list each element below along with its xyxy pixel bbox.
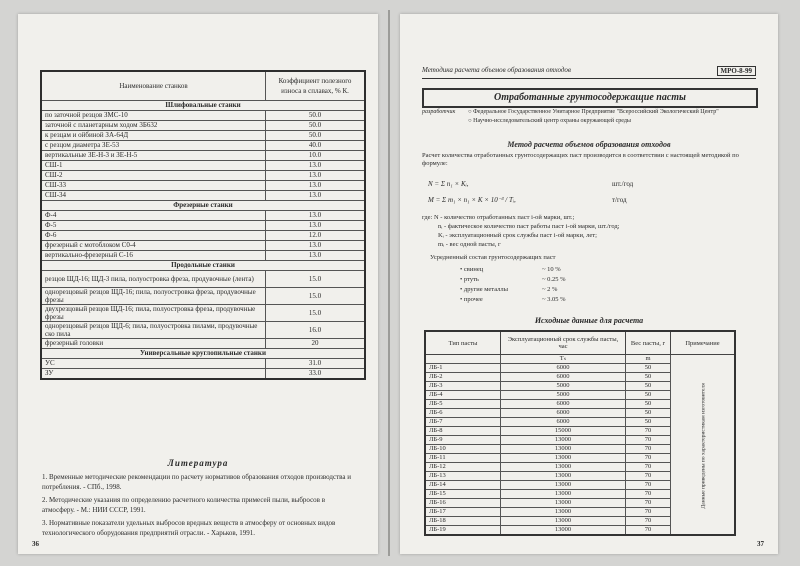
literature-item: 3. Нормативные показатели удельных выбросов вредных веществ в атмосферу от основных видов технологического оборудования предприятий отрасли. - Харьков, 1991. [42,519,336,537]
machine-name: фрезерный головки [41,339,266,349]
paste-weight: 50 [626,373,671,382]
paste-type: ЛБ-8 [425,427,501,436]
formula-1-unit: шт./год [612,180,634,188]
formula-1: N = Σ n₁ × Kᵢ, [428,180,469,188]
machine-name: вертикальные ЗЕ-Н-3 и ЗЕ-Н-5 [41,151,266,161]
service-life: 6000 [501,373,626,382]
paste-weight: 50 [626,364,671,373]
paste-weight: 70 [626,490,671,499]
section-label: Продольные станки [41,261,365,271]
service-life: 5000 [501,391,626,400]
composition-item: • другие металлы ~ 2 % [460,286,558,293]
paste-weight: 70 [626,499,671,508]
coefficient-value: 50.0 [266,121,366,131]
rt-header-note: Примечание [671,331,736,355]
coefficient-value: 13.0 [266,171,366,181]
table-row [41,111,365,121]
machine-name: однорезцовый резцов ЩД-16; пила, полуостровка фреза, продувочные фрезы [41,288,266,305]
left-page [18,14,378,554]
paste-type: ЛБ-18 [425,517,501,526]
table-note: Данные приведены по характеристикам изготовителя [671,355,736,536]
where-line: где: N - количество отработанных паст i-ой марки, шт.; [422,214,575,221]
table-row [41,305,365,322]
machine-name: заточной с планетарным ходом 3Б632 [41,121,266,131]
machine-name: Ф-4 [41,211,266,221]
machine-name: фрезерный с мотоблоком С0-4 [41,241,266,251]
input-data-title: Исходные данные для расчета [534,316,644,325]
section-label: Фрезерные станки [41,201,365,211]
table-row [41,141,365,151]
literature-item: 2. Методические указания по определению расчетного количества примесей пыли, выбросов в атмосферу. - М.: НИИ СССР, 1991. [42,496,326,514]
service-life: Tₛ [501,355,626,364]
paste-type [425,355,501,364]
paste-weight: 70 [626,526,671,536]
coefficient-value: 20 [266,339,366,349]
paste-type: ЛБ-2 [425,373,501,382]
paste-weight: 50 [626,418,671,427]
table-row [41,271,365,288]
table-row [41,241,365,251]
paste-type: ЛБ-7 [425,418,501,427]
table-row [41,191,365,201]
coefficient-value: 13.0 [266,181,366,191]
machine-name: с резцом диаметра ЗЕ-53 [41,141,266,151]
composition-item: • ртуть ~ 0.25 % [460,276,566,283]
machine-name: СШ-33 [41,181,266,191]
paste-type: ЛБ-13 [425,472,501,481]
composition-item: • прочее ~ 3.05 % [460,296,566,303]
developer-item: ○ Федеральное Государственное Унитарное Предприятие "Всероссийский Экологический Центр" [468,109,719,115]
paste-type: ЛБ-12 [425,463,501,472]
table-row [41,288,365,305]
section-label: Универсальные круглопильные станки [41,349,365,359]
method-title: Метод расчета объемов образования отходов [507,140,671,149]
right-page [400,14,778,554]
paste-weight: 50 [626,391,671,400]
machine-coefficient-table [40,70,366,380]
table-row [41,369,365,380]
paste-weight: 70 [626,508,671,517]
table-section-row [41,101,365,111]
paste-input-table [424,330,736,536]
rt-header-type: Тип пасты [425,331,501,355]
table-header-name: Наименование станков [41,71,266,101]
service-life: 13000 [501,454,626,463]
coefficient-value: 31.0 [266,359,366,369]
coefficient-value: 12.0 [266,231,366,241]
composition-item: • свинец ~ 10 % [460,266,561,273]
section-title-box: Отработанные грунтосодержащие пасты [422,88,758,108]
table-section-row [41,349,365,359]
table-section-row [41,261,365,271]
paste-weight: 50 [626,382,671,391]
paste-weight: m [626,355,671,364]
book-spine [388,10,390,556]
paste-weight: 70 [626,481,671,490]
coefficient-value: 15.0 [266,271,366,288]
machine-name: по заточной резцов ЗМС-10 [41,111,266,121]
intro-text: Расчет количества отработанных грунтосодержащих паст производится в соответствии с настоящей методикой по формуле: [422,152,739,167]
coefficient-value: 40.0 [266,141,366,151]
table-row [41,221,365,231]
paste-type: ЛБ-10 [425,445,501,454]
service-life: 13000 [501,445,626,454]
table-row [41,181,365,191]
service-life: 13000 [501,499,626,508]
coefficient-value: 13.0 [266,241,366,251]
table-row [41,131,365,141]
paste-type: ЛБ-3 [425,382,501,391]
developer-item: ○ Научно-исследовательский центр охраны окружающей среды [468,118,631,124]
page-number-right: 37 [757,540,764,548]
service-life: 15000 [501,427,626,436]
coefficient-value: 13.0 [266,221,366,231]
paste-type: ЛБ-9 [425,436,501,445]
paste-type: ЛБ-14 [425,481,501,490]
paste-weight: 70 [626,517,671,526]
service-life: 13000 [501,436,626,445]
paste-weight: 70 [626,454,671,463]
header-title: Методика расчета объемов образования отходов [422,66,571,74]
coefficient-value: 33.0 [266,369,366,380]
machine-name: вертикально-фрезерный С-16 [41,251,266,261]
table-row [425,355,735,364]
coefficient-value: 10.0 [266,151,366,161]
page-header [422,66,756,79]
composition-title: Усредненный состав грунтосодержащих паст [430,254,556,261]
paste-weight: 70 [626,445,671,454]
paste-weight: 50 [626,409,671,418]
coefficient-value: 50.0 [266,111,366,121]
machine-name: СШ-34 [41,191,266,201]
service-life: 13000 [501,481,626,490]
table-row [41,211,365,221]
paste-weight: 70 [626,463,671,472]
table-row [41,339,365,349]
table-row [41,161,365,171]
paste-weight: 70 [626,427,671,436]
service-life: 6000 [501,400,626,409]
formula-2-unit: т/год [612,196,627,204]
service-life: 13000 [501,508,626,517]
coefficient-value: 13.0 [266,211,366,221]
rt-header-life: Эксплуатационный срок службы пасты, час [501,331,626,355]
developers-label: разработчик [422,109,456,115]
service-life: 13000 [501,526,626,536]
where-line: nᵢ - фактическое количество паст работы паст i-ой марки, шт./год; [438,223,620,230]
page-number-left: 36 [32,540,39,548]
table-row [41,231,365,241]
formula-2: M = Σ m₁ × n₁ × K × 10⁻³ / Tᵢ, [428,196,516,204]
paste-weight: 70 [626,436,671,445]
coefficient-value: 15.0 [266,288,366,305]
paste-type: ЛБ-4 [425,391,501,400]
service-life: 13000 [501,472,626,481]
machine-name: Ф-5 [41,221,266,231]
paste-type: ЛБ-1 [425,364,501,373]
coefficient-value: 15.0 [266,305,366,322]
table-row [41,121,365,131]
literature-item: 1. Временные методические рекомендации по расчету нормативов образования отходов производства и потребления. - СПб., 1998. [42,473,351,491]
table-row [41,251,365,261]
machine-name: СШ-2 [41,171,266,181]
literature-title: Литература [167,458,229,468]
where-line: mᵢ - вес одной пасты, г [438,241,501,248]
paste-type: ЛБ-17 [425,508,501,517]
service-life: 13000 [501,463,626,472]
literature-list [42,472,358,541]
table-row [41,151,365,161]
coefficient-value: 50.0 [266,131,366,141]
machine-name: к резцам и ойбиной ЗА-64Д [41,131,266,141]
coefficient-value: 16.0 [266,322,366,339]
table-header-value: Коэффициент полезного износа в сплавах, % К. [266,71,366,101]
coefficient-value: 13.0 [266,251,366,261]
coefficient-value: 13.0 [266,191,366,201]
paste-type: ЛБ-11 [425,454,501,463]
paste-type: ЛБ-19 [425,526,501,536]
machine-name: ЗУ [41,369,266,380]
where-line: Kᵢ - эксплуатационный срок службы паст i-ой марки, лет; [438,232,597,239]
machine-name: однорезцовый резцов ЩД-6; пила, полуостровка пилами, продувочные ско пила [41,322,266,339]
paste-type: ЛБ-6 [425,409,501,418]
paste-weight: 70 [626,472,671,481]
service-life: 13000 [501,517,626,526]
table-row [41,322,365,339]
coefficient-value: 13.0 [266,161,366,171]
machine-name: УС [41,359,266,369]
service-life: 13000 [501,490,626,499]
machine-name: СШ-1 [41,161,266,171]
table-row [41,171,365,181]
document-code: МРО-8-99 [717,66,756,76]
table-section-row [41,201,365,211]
service-life: 5000 [501,382,626,391]
service-life: 6000 [501,418,626,427]
machine-name: резцов ЩД-16; ЩД-3 пила, полуостровка фреза, продувочные (лента) [41,271,266,288]
table-row [41,359,365,369]
machine-name: Ф-6 [41,231,266,241]
service-life: 6000 [501,364,626,373]
paste-type: ЛБ-5 [425,400,501,409]
paste-type: ЛБ-16 [425,499,501,508]
paste-type: ЛБ-15 [425,490,501,499]
service-life: 6000 [501,409,626,418]
section-label: Шлифовальные станки [41,101,365,111]
machine-name: двухрезцовый резцов ЩД-16; пила, полуостровка фреза, продувочные фрезы [41,305,266,322]
rt-header-weight: Вес пасты, г [626,331,671,355]
paste-weight: 50 [626,400,671,409]
